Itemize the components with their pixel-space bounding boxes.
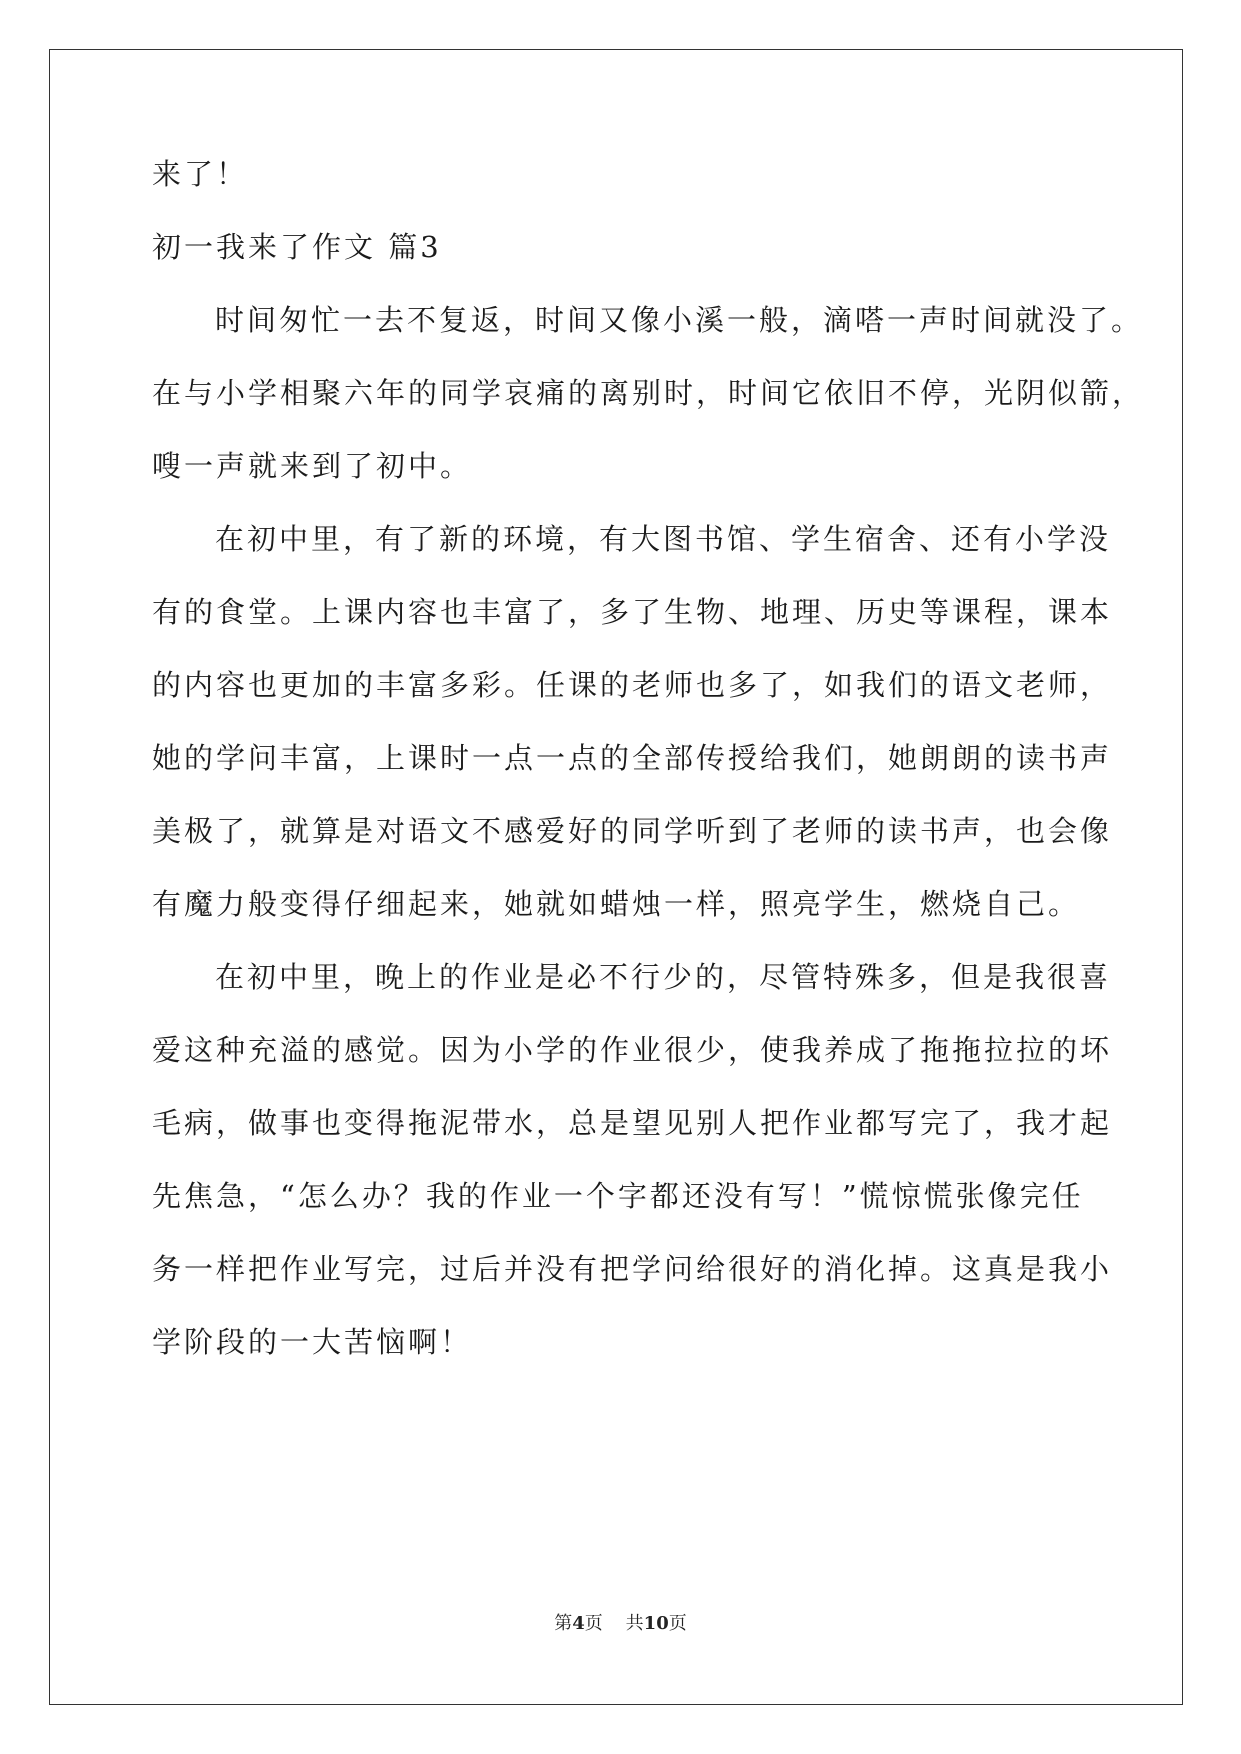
paragraph-3-line-2: 爱这种充溢的感觉。因为小学的作业很少，使我养成了拖拖拉拉的坏 [152,1033,1113,1067]
paragraph-1-line-2: 在与小学相聚六年的同学哀痛的离别时，时间它依旧不停，光阴似箭， [152,376,1145,410]
footer-total-suffix: 页 [668,1613,687,1634]
page-border [49,49,1183,1705]
paragraph-1-line-3: 嗖一声就来到了初中。 [152,449,473,483]
footer-prefix: 第 [554,1613,573,1634]
paragraph-2-line-5: 美极了，就算是对语文不感爱好的同学听到了老师的读书声，也会像 [152,814,1113,848]
footer-total-pages: 10 [643,1613,669,1634]
paragraph-2-line-3: 的内容也更加的丰富多彩。任课的老师也多了，如我们的语文老师， [152,668,1113,702]
footer-total-prefix: 共 [625,1613,644,1634]
paragraph-2-line-2: 有的食堂。上课内容也丰富了，多了生物、地理、历史等课程，课本 [152,595,1113,629]
page-footer [0,1612,1241,1636]
section-heading: 初一我来了作文 篇3 [152,230,442,264]
paragraph-2-line-6: 有魔力般变得仔细起来，她就如蜡烛一样，照亮学生，燃烧自己。 [152,887,1081,921]
paragraph-1-line-1: 时间匆忙一去不复返，时间又像小溪一般，滴嗒一声时间就没了。 [215,303,1144,337]
footer-page-number: 4 [572,1613,585,1634]
paragraph-2-line-4: 她的学问丰富，上课时一点一点的全部传授给我们，她朗朗的读书声 [152,741,1113,775]
paragraph-3-line-1: 在初中里，晚上的作业是必不行少的，尽管特殊多，但是我很喜 [215,960,1112,994]
paragraph-2-line-1: 在初中里，有了新的环境，有大图书馆、学生宿舍、还有小学没 [215,522,1112,556]
paragraph-3-line-6: 学阶段的一大苦恼啊！ [152,1325,473,1359]
footer-page-suffix: 页 [584,1613,603,1634]
text-line-continuation: 来了！ [152,157,249,191]
paragraph-3-line-3: 毛病，做事也变得拖泥带水，总是望见别人把作业都写完了，我才起 [152,1106,1113,1140]
paragraph-3-line-4: 先焦急，“怎么办？我的作业一个字都还没有写！”慌惊慌张像完任 [152,1179,1084,1213]
paragraph-3-line-5: 务一样把作业写完，过后并没有把学问给很好的消化掉。这真是我小 [152,1252,1113,1286]
